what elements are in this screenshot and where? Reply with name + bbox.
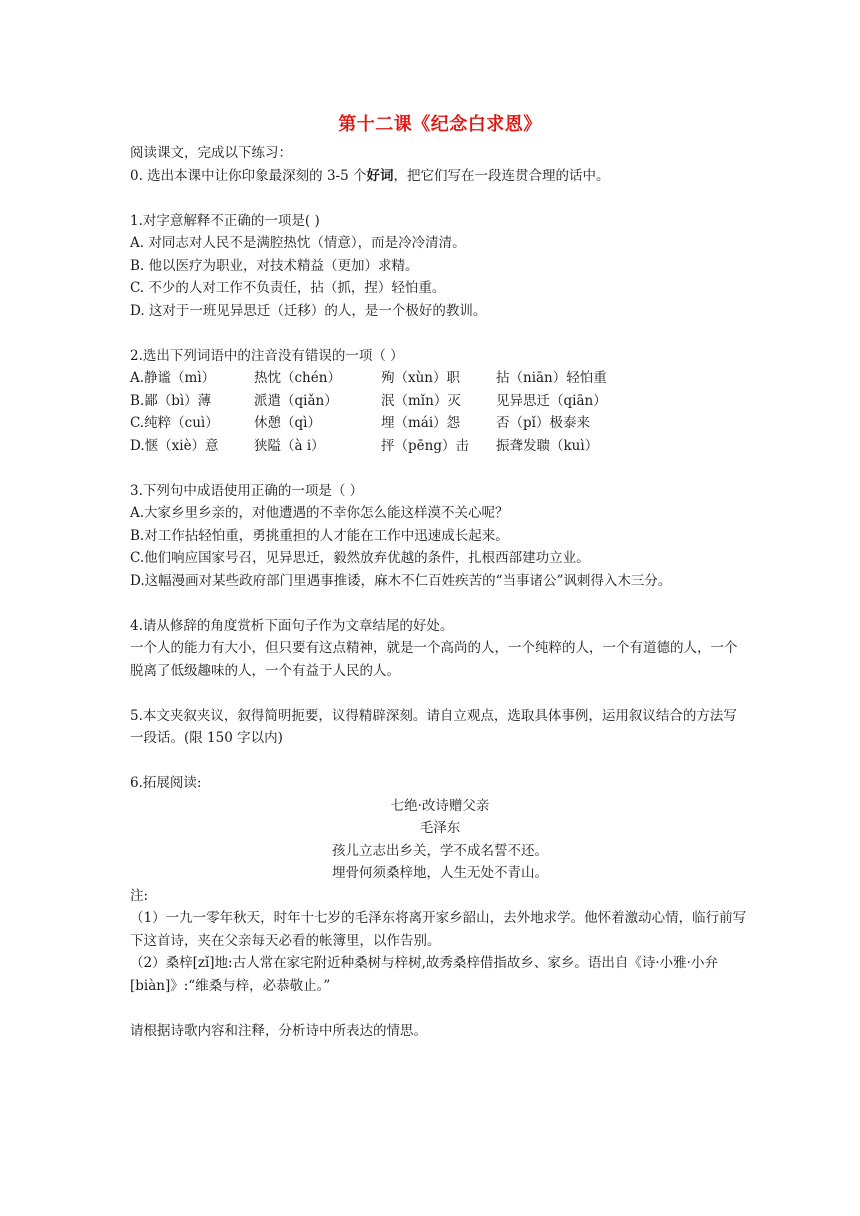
question-5-text: 5.本文夹叙夹议，叙得简明扼要，议得精辟深刻。请自立观点，选取具体事例，运用叙议结合的方法写一段话。(限 150 字以内) [130, 707, 737, 746]
option-cell: 拈（niān）轻怕重 [496, 370, 607, 386]
option-cell: 热忱（chén） [254, 370, 341, 386]
spacer [130, 592, 750, 615]
question-4-quote: 一个人的能力有大小，但只要有这点精神，就是一个高尚的人，一个纯粹的人，一个有道德的人，一个脱离了低级趣味的人，一个有益于人民的人。 [130, 640, 738, 679]
question-6-prompt: 请根据诗歌内容和注释，分析诗中所表达的情思。 [130, 1022, 427, 1039]
question-1-option-a: A. 对同志对人民不是满腔热忱（情意），而是冷冷清清。 [130, 235, 466, 251]
option-cell: 埋（mái）怨 [381, 415, 461, 431]
intro-text: 阅读课文，完成以下练习： [130, 145, 292, 161]
poem-line-1: 孩儿立志出乡关，学不成名誓不还。 [332, 842, 548, 859]
worksheet-page [130, 112, 750, 1042]
question-3-option-b: B.对工作拈轻怕重，勇挑重担的人才能在工作中迅速成长起来。 [130, 527, 509, 544]
question-6-stem: 6.拓展阅读: [130, 775, 202, 791]
spacer [130, 750, 750, 773]
spacer [130, 682, 750, 705]
question-0-bold-word: 好词 [366, 167, 394, 184]
option-cell: C.纯粹（cuì） [130, 415, 219, 431]
question-3-stem: 3.下列句中成语使用正确的一项是（ ） [130, 482, 364, 499]
option-cell: D.惬（xiè）意 [130, 437, 219, 454]
option-cell: A.静谧（mì） [130, 370, 216, 386]
option-cell: 见异思迁（qiān） [496, 392, 607, 409]
option-cell: B.鄙（bì）薄 [130, 392, 212, 409]
question-2-row-d [130, 435, 750, 458]
option-cell: 休憩（qì） [254, 415, 321, 431]
note-2: （2）桑梓[zǐ]地:古人常在家宅附近种桑树与梓树,故秀桑梓借指故乡、家乡。语出自《诗·小雅·小弁[biàn]》:“维桑与梓，必恭敬止。” [130, 955, 718, 994]
spacer [130, 457, 750, 480]
question-0 [130, 165, 750, 188]
question-3-option-c: C.他们响应国家号召，见异思迁，毅然放弃优越的条件，扎根西部建功立业。 [130, 550, 590, 566]
option-cell: 派遣（qiǎn） [254, 392, 338, 409]
note-1: （1）一九一零年秋天，时年十七岁的毛泽东将离开家乡韶山，去外地求学。他怀着激动心情，临行前写下这首诗，夹在父亲每天必看的帐簿里，以作告别。 [130, 910, 747, 949]
spacer [130, 322, 750, 345]
question-2-row-c [130, 412, 750, 435]
option-cell: 狭隘（à i） [254, 437, 325, 454]
question-2-row-a [130, 367, 750, 390]
page-title: 第十二课《纪念白求恩》 [338, 114, 542, 135]
question-3-option-d: D.这幅漫画对某些政府部门里遇事推诿，麻木不仁百姓疾苦的“当事诸公”讽刺得入木三分。 [130, 572, 672, 589]
question-1-option-b: B. 他以医疗为职业，对技术精益（更加）求精。 [130, 257, 419, 274]
spacer [130, 997, 750, 1020]
question-1-option-d: D. 这对于一班见异思迁（迁移）的人，是一个极好的教训。 [130, 302, 487, 319]
option-cell: 振聋发聩（kuì） [496, 437, 599, 454]
question-3-option-a: A.大家乡里乡亲的，对他遭遇的不幸你怎么能这样漠不关心呢？ [130, 505, 509, 521]
note-label: 注: [130, 887, 149, 904]
question-0-prefix: 0. 选出本课中让你印象最深刻的 3-5 个 [130, 167, 367, 184]
question-0-suffix: ，把它们写在一段连贯合理的话中。 [393, 167, 610, 184]
spacer [130, 187, 750, 210]
question-1-option-c: C. 不少的人对工作不负责任，拈（抓，捏）轻怕重。 [130, 280, 446, 296]
option-cell: 否（pǐ）极泰来 [496, 415, 590, 431]
question-2-row-b [130, 390, 750, 413]
question-2-stem: 2.选出下列词语中的注音没有错误的一项（ ） [130, 347, 404, 364]
question-1-stem: 1.对字意解释不正确的一项是( ) [130, 212, 320, 229]
option-cell: 泯（mǐn）灭 [381, 392, 461, 409]
option-cell: 抨（pēng）击 [381, 437, 469, 454]
option-cell: 殉（xùn）职 [381, 370, 461, 386]
question-4-stem: 4.请从修辞的角度赏析下面句子作为文章结尾的好处。 [130, 617, 454, 634]
poem-author: 毛泽东 [419, 820, 461, 836]
poem-line-2: 埋骨何须桑梓地，人生无处不青山。 [332, 865, 548, 881]
poem-title: 七绝·改诗赠父亲 [390, 797, 490, 814]
